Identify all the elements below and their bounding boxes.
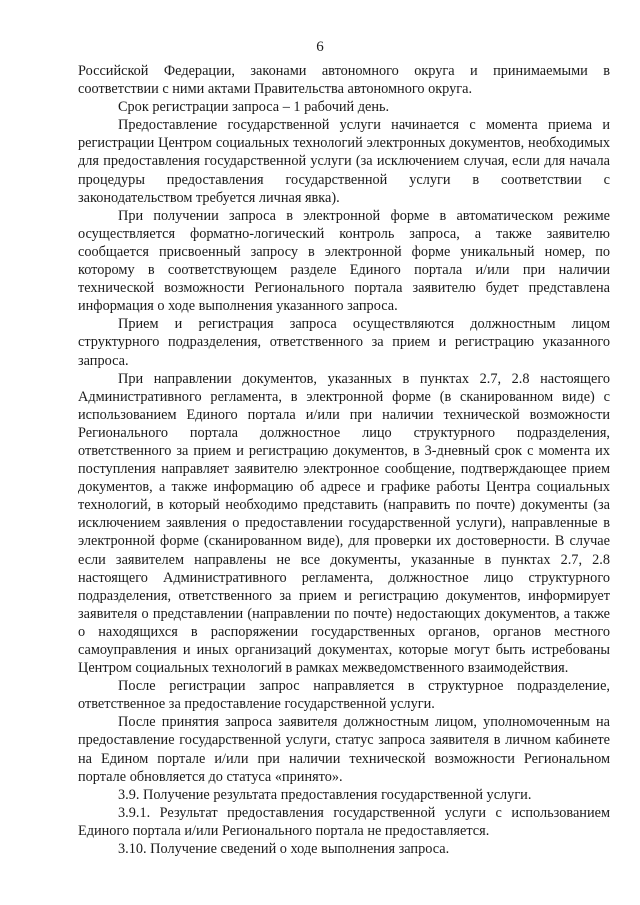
paragraph-after-registration: После регистрации запрос направляется в структурное подразделение, ответственное за предоставление государственной услуги.: [78, 678, 610, 713]
section-3-9-1: 3.9.1. Результат предоставления государственной услуги с использованием Единого портала и/или Регионального портала не предоставляется.: [78, 804, 610, 839]
paragraph-status-update: После принятия запроса заявителя должностным лицом, уполномоченным на предоставление государственной услуги, статус запроса заявителя в личном кабинете на Едином портале и/или при наличии технической возможности Региональном портале обновляется до статуса «принято».: [78, 714, 610, 785]
paragraph-reception-registration: Прием и регистрация запроса осуществляются должностным лицом структурного подразделения, ответственного за прием и регистрацию указанного запроса.: [78, 316, 610, 369]
paragraph-continuation: Российской Федерации, законами автономного округа и принимаемыми в соответствии с ними актами Правительства автономного округа.: [78, 63, 610, 98]
paragraph-documents-submission: При направлении документов, указанных в пунктах 2.7, 2.8 настоящего Административного регламента, в электронной форме (в сканированном виде) с использованием Единого портала и/или при наличии технической возможности Регионального портала должностное лицо структурного подразделения, ответственного за прием и регистрацию документов, в 3-дневный срок с момента их поступления направляет заявителю электронное сообщение, подтверждающее прием документов, а также информацию об адресе и графике работы Центра социальных технологий, в который необходимо представить (направить по почте) документы (за исключением заявления о предоставлении государственной услуги), направленные в электронной форме (сканированном виде), для проверки их достоверности. В случае если заявителем направлены не все документы, указанные в пунктах 2.7, 2.8 настоящего Административного регламента, должностное лицо структурного подразделения, ответственного за прием и регистрацию документов, информирует заявителя о представлении (направлении по почте) недостающих документов, а также о находящихся в распоряжении государственных органов, органов местного самоуправления и иных организаций документах, которые могут быть истребованы Центром социальных технологий в рамках межведомственного взаимодействия.: [78, 370, 610, 677]
page-number: 6: [316, 39, 324, 55]
paragraph-registration-term: Срок регистрации запроса – 1 рабочий день.: [118, 99, 390, 116]
section-3-10-heading: 3.10. Получение сведений о ходе выполнения запроса.: [118, 841, 450, 858]
document-body: [78, 62, 610, 858]
paragraph-service-start: Предоставление государственной услуги начинается с момента приема и регистрации Центром социальных технологий электронных документов, необходимых для предоставления государственной услуги (за исключением случая, если для начала процедуры предоставления государственной услуги в соответствии с законодательством требуется личная явка).: [78, 117, 610, 206]
paragraph-electronic-request: При получении запроса в электронной форме в автоматическом режиме осуществляется форматно-логический контроль запроса, а также заявителю сообщается присвоенный запросу в электронной форме уникальный номер, по которому в соответствующем разделе Единого портала и/или при наличии технической возможности Регионального портала заявителю будет представлена информация о ходе выполнения указанного запроса.: [78, 207, 610, 315]
section-3-9-heading: 3.9. Получение результата предоставления государственной услуги.: [118, 786, 532, 803]
